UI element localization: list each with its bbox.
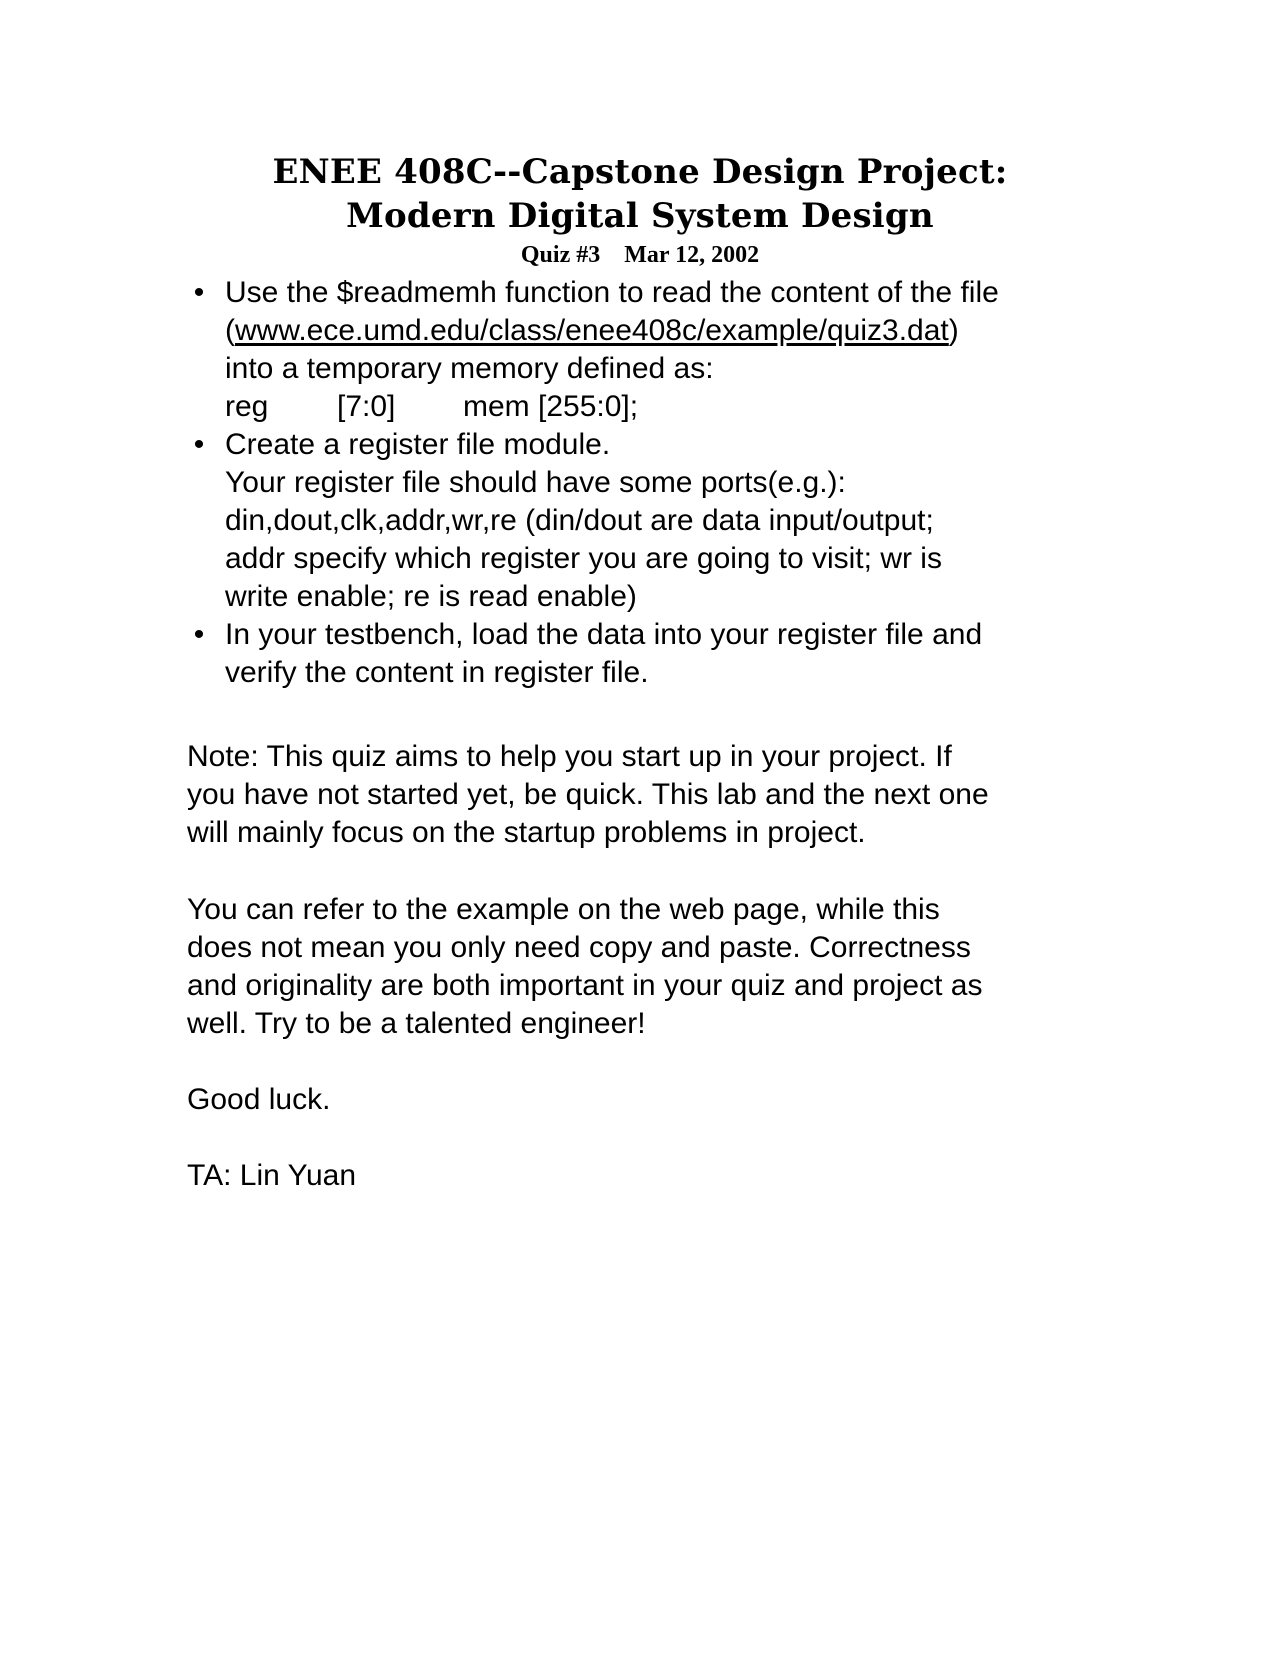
document-title-line-1: ENEE 408C--Capstone Design Project: (272, 152, 1008, 192)
signature: TA: Lin Yuan (187, 1159, 357, 1192)
document-title-line-2: Modern Digital System Design (346, 196, 934, 236)
closing-text: Good luck. (187, 1083, 331, 1116)
list-item-text: write enable; re is read enable) (225, 580, 637, 613)
bullet-icon: • (193, 618, 205, 651)
reg-declaration (225, 388, 1107, 426)
file-url-line: (www.ece.umd.edu/class/enee408c/example/quiz3.dat) (225, 314, 959, 347)
list-item-text: din,dout,clk,addr,wr,re (din/dout are data input/output; (225, 504, 934, 537)
file-url-link[interactable]: www.ece.umd.edu/class/enee408c/example/quiz3.dat (235, 314, 949, 347)
instruction-list (187, 274, 1107, 692)
reg-range: [7:0] (337, 390, 396, 423)
list-item-text: Use the $readmemh function to read the content of the file (225, 276, 999, 309)
list-item (187, 274, 1107, 426)
list-item-text: addr specify which register you are going to visit; wr is (225, 542, 942, 575)
list-item-text: into a temporary memory defined as: (225, 352, 714, 385)
list-item-text: Create a register file module. (225, 428, 611, 461)
list-item (187, 616, 1107, 692)
quiz-date: Mar 12, 2002 (624, 242, 760, 268)
list-item-text: verify the content in register file. (225, 656, 649, 689)
reg-keyword: reg (225, 390, 269, 423)
quiz-header (0, 240, 1280, 270)
list-item-text: Your register file should have some ports(e.g.): (225, 466, 846, 499)
reference-paragraph: You can refer to the example on the web page, while this does not mean you only need copy and paste. Correctness and originality are both important in your quiz and project as well. Try to be a talented engineer! (187, 893, 983, 1040)
quiz-number: Quiz #3 (520, 242, 601, 268)
reg-mem: mem [255:0]; (463, 390, 639, 423)
bullet-icon: • (193, 428, 205, 461)
note-paragraph: Note: This quiz aims to help you start up in your project. If you have not started yet, be quick. This lab and the next one will mainly focus on the startup problems in project. (187, 740, 989, 849)
list-item (187, 426, 1107, 616)
bullet-icon: • (193, 276, 205, 309)
list-item-text: In your testbench, load the data into your register file and (225, 618, 983, 651)
